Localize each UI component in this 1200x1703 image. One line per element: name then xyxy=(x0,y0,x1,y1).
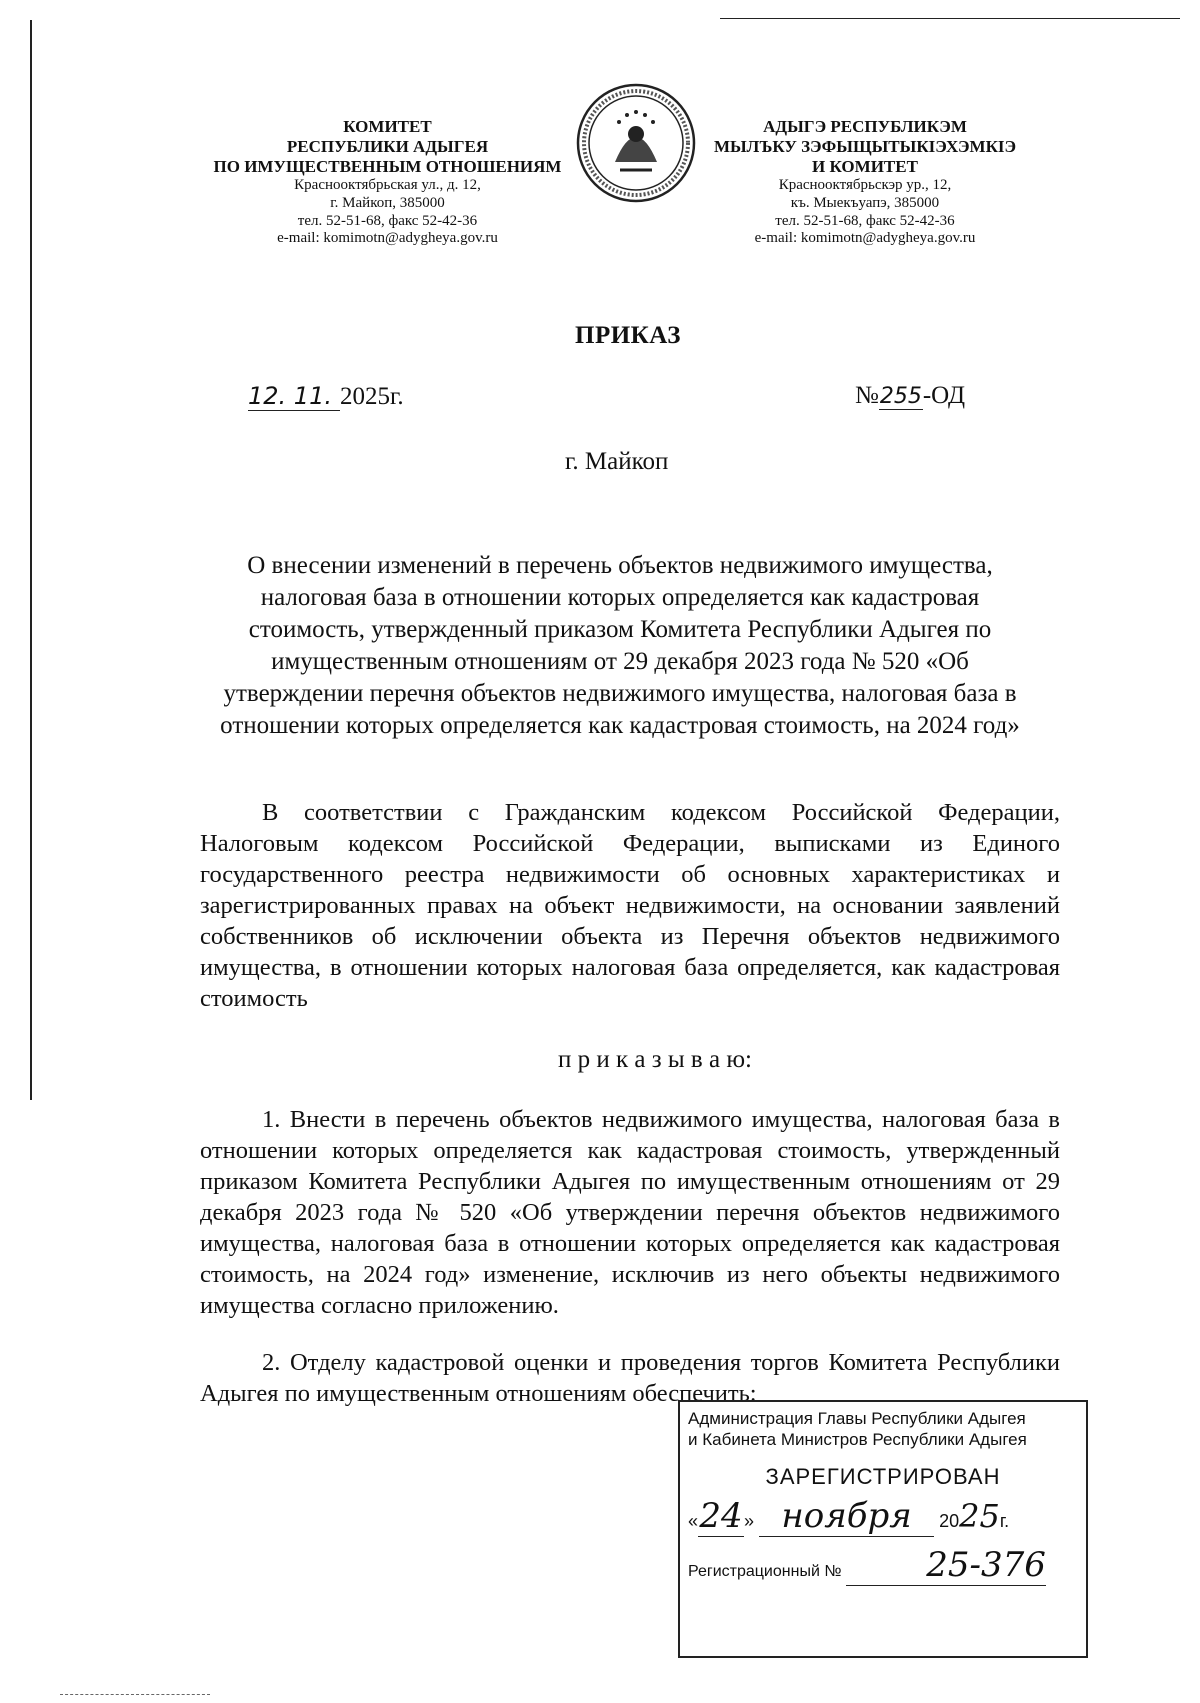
header-left-line2: РЕСПУБЛИКИ АДЫГЕЯ xyxy=(286,137,489,157)
number-handwritten: 255 xyxy=(879,384,922,409)
preamble-paragraph: В соответствии с Гражданским кодексом Российской Федерации, Налоговым кодексом Российской Федерации, выписками из Единого государственного реестра недвижимости об основных характеристиках и зарегистрированных правах на объект недвижимости, на основании заявлений собственников об исключении объекта из Перечня объектов недвижимого имущества, в отношении которых налоговая база определяется, как кадастровая стоимость xyxy=(200,799,1060,1012)
order-number xyxy=(855,382,965,410)
subject-line: утверждении перечня объектов недвижимого имущества, налоговая база в xyxy=(223,680,1017,707)
scan-bottom-edge-line xyxy=(60,1694,210,1695)
subject-line: налоговая база в отношении которых определяется как кадастровая xyxy=(260,584,980,611)
stamp-line1: Администрация Главы Республики Адыгея xyxy=(688,1409,1026,1428)
coat-of-arms-emblem xyxy=(575,82,697,204)
scan-left-edge-line xyxy=(30,20,32,1100)
header-right xyxy=(700,117,1030,248)
order-subject xyxy=(185,550,1055,742)
header-left-address1: Краснооктябрьская ул., д. 12, xyxy=(294,177,481,194)
subject-line: стоимость, утвержденный приказом Комитета Республики Адыгея по xyxy=(248,616,992,643)
header-left-address2: г. Майкоп, 385000 xyxy=(330,194,445,211)
header-right-line3: И КОМИТЕТ xyxy=(812,157,918,177)
stamp-quote-open: « xyxy=(688,1511,699,1531)
stamp-year-prefix: 20 xyxy=(939,1511,960,1531)
stamp-reg-number-handwritten: 25-376 xyxy=(846,1545,1046,1586)
item-2-paragraph: 2. Отделу кадастровой оценки и проведения торгов Комитета Республики Адыгея по имущественным отношениям обеспечить: xyxy=(200,1349,1060,1407)
subject-line: имущественным отношениям от 29 декабря 2023 года № 520 «Об xyxy=(271,648,969,675)
order-word: п р и к а з ы в а ю: xyxy=(558,1046,752,1073)
stamp-status: ЗАРЕГИСТРИРОВАН xyxy=(765,1464,1001,1489)
header-right-phone: тел. 52-51-68, факс 52-42-36 xyxy=(775,212,955,229)
stamp-year-handwritten: 25 xyxy=(959,1497,1000,1535)
header-right-line2: МЫЛЪКУ ЗЭФЫЩЫТЫКІЭХЭМКІЭ xyxy=(713,137,1017,157)
date-suffix: 2025г. xyxy=(340,383,404,410)
stamp-reg-label: Регистрационный № xyxy=(688,1563,842,1580)
stamp-date-row xyxy=(688,1496,1078,1537)
header-left-line3: ПО ИМУЩЕСТВЕННЫМ ОТНОШЕНИЯМ xyxy=(213,157,562,177)
stamp-line2: и Кабинета Министров Республики Адыгея xyxy=(688,1430,1027,1449)
item-1-paragraph: 1. Внести в перечень объектов недвижимого имущества, налоговая база в отношении которых определяется как кадастровая стоимость, утвержденный приказом Комитета Республики Адыгея по имущественным отношениям от 29 декабря 2023 года № 520 «Об утверждении перечня объектов недвижимого имущества, налоговая база в отношении которых определяется как кадастровая стоимость, на 2024 год» изменение, исключив из него объекты недвижимого имущества согласно приложению. xyxy=(200,1106,1060,1319)
header-left-phone: тел. 52-51-68, факс 52-42-36 xyxy=(297,212,478,229)
order-date xyxy=(248,382,404,411)
stamp-month-handwritten: ноября xyxy=(759,1496,934,1537)
registration-stamp xyxy=(678,1400,1088,1658)
coat-of-arms-icon xyxy=(575,82,697,204)
stamp-quote-close: » xyxy=(744,1511,755,1531)
subject-line: О внесении изменений в перечень объектов недвижимого имущества, xyxy=(247,552,993,579)
document-title: ПРИКАЗ xyxy=(575,322,681,349)
header-right-line1: АДЫГЭ РЕСПУБЛИКЭМ xyxy=(763,117,967,136)
header-left xyxy=(200,117,575,248)
header-left-email: e-mail: komimotn@adygheya.gov.ru xyxy=(277,230,498,247)
header-right-address2: къ. Мыекъуапэ, 385000 xyxy=(790,194,940,211)
scan-top-edge-line xyxy=(720,18,1180,19)
city: г. Майкоп xyxy=(565,448,669,475)
number-suffix: -ОД xyxy=(922,382,966,409)
date-handwritten: 12. 11. xyxy=(248,382,340,411)
header-right-address1: Краснооктябрьскэр ур., 12, xyxy=(778,177,952,194)
stamp-reg-row xyxy=(688,1545,1078,1586)
header-left-line1: КОМИТЕТ xyxy=(343,117,432,136)
stamp-year-suffix: г. xyxy=(999,1511,1010,1531)
number-prefix: № xyxy=(855,382,879,409)
stamp-day-handwritten: 24 xyxy=(699,1496,743,1536)
subject-line: отношении которых определяется как кадастровая стоимость, на 2024 год» xyxy=(220,712,1020,739)
header-right-email: e-mail: komimotn@adygheya.gov.ru xyxy=(754,230,976,247)
